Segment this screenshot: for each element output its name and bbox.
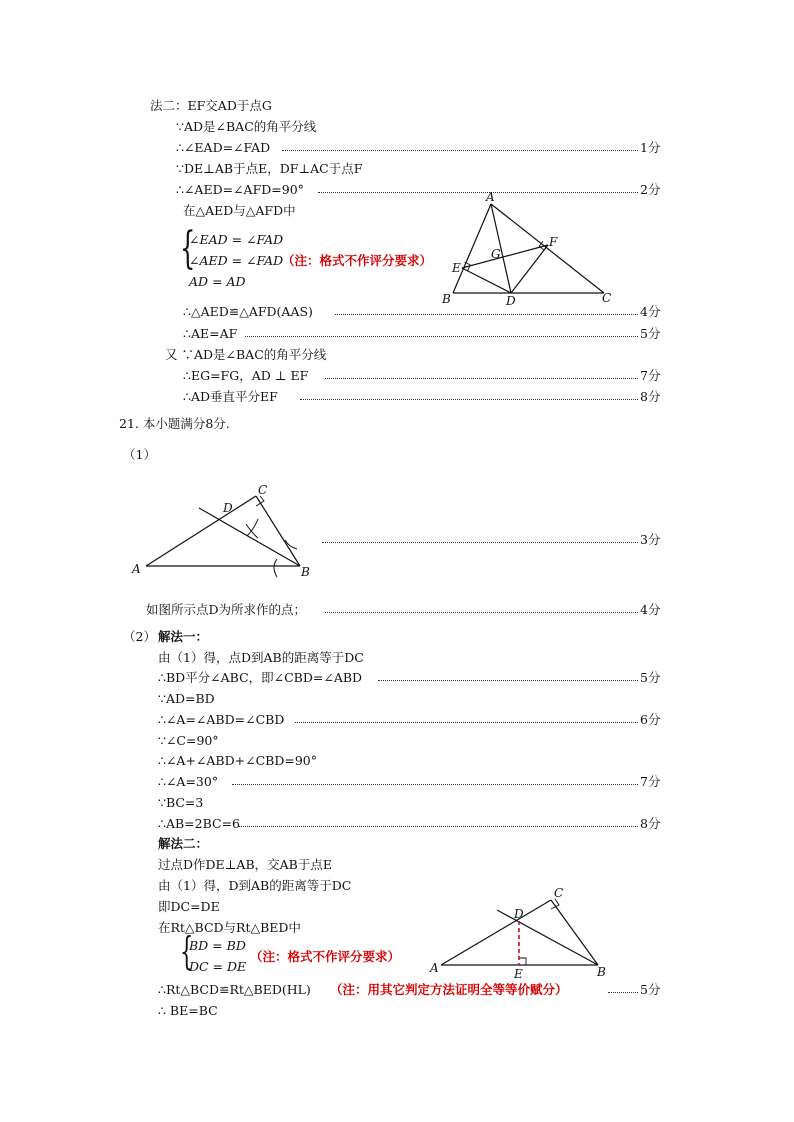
sol1-line6: ∴∠A+∠ABD+∠CBD=90°: [158, 753, 317, 768]
method2-line7: ∴△AED≌△AFD(AAS): [183, 304, 313, 319]
arc-on-ab: [274, 559, 277, 577]
label-e: E: [452, 261, 461, 275]
leader-dots: [232, 784, 638, 785]
label-d: D: [506, 294, 516, 308]
system-line2: DC = DE: [189, 959, 247, 974]
leader-dots: [238, 826, 638, 827]
system-brace: {: [180, 929, 194, 973]
label-e: E: [514, 967, 523, 981]
method2-line10: ∴EG=FG，AD ⊥ EF: [183, 368, 309, 383]
sol1-line3: ∵AD=BD: [158, 691, 215, 706]
side-cb: [256, 496, 300, 566]
method-note: （注：用其它判定方法证明全等等价赋分）: [330, 982, 568, 997]
method2-line11: ∴AD垂直平分EF: [183, 389, 278, 404]
score-label: 5分: [640, 982, 661, 997]
sol1-line7: ∴∠A=30°: [158, 774, 219, 789]
label-d: D: [223, 501, 233, 515]
sol2-line2: 由（1）得，D到AB的距离等于DC: [158, 878, 352, 893]
bisector-bd: [497, 910, 598, 965]
score-label: 5分: [640, 326, 661, 341]
leader-dots: [378, 680, 638, 681]
sol1-line2: ∴BD平分∠ABC，即∠CBD=∠ABD: [158, 670, 363, 685]
score-label: 2分: [640, 182, 661, 197]
score-label: 4分: [640, 304, 661, 319]
sol1-line4: ∴∠A=∠ABD=∠CBD: [158, 712, 285, 727]
system-line1: ∠EAD = ∠FAD: [189, 232, 284, 247]
sol2-line1: 过点D作DE⊥AB，交AB于点E: [158, 857, 332, 872]
leader-dots: [608, 992, 638, 993]
score-label: 8分: [640, 816, 661, 831]
method2-line3: ∴∠EAD=∠FAD: [176, 140, 271, 155]
label-b: B: [597, 965, 606, 979]
score-label: 8分: [640, 389, 661, 404]
method2-line8: ∴AE=AF: [183, 326, 238, 341]
solution1-title: 解法一：: [158, 629, 209, 644]
label-a: A: [132, 562, 141, 576]
method2-line2: ∵AD是∠BAC的角平分线: [176, 119, 317, 134]
system-line1: BD = BD: [189, 938, 246, 953]
label-c: C: [602, 291, 612, 305]
score-label: 7分: [640, 368, 661, 383]
sol2-line6: ∴ BE=BC: [158, 1003, 218, 1018]
format-note: （注：格式不作评分要求）: [282, 253, 433, 268]
label-a: A: [430, 961, 439, 975]
method2-line5: ∴∠AED=∠AFD=90°: [176, 182, 304, 197]
side-ac: [441, 900, 551, 965]
score-label: 1分: [640, 140, 661, 155]
label-c: C: [258, 483, 268, 497]
sol2-line3: 即DC=DE: [158, 899, 220, 914]
right-angle-mark-c: [551, 899, 559, 909]
method2-line1: 法二：EF交AD于点G: [150, 98, 272, 113]
part1-text: 如图所示点D为所求作的点；: [146, 602, 307, 617]
side-cb: [551, 900, 598, 965]
right-angle-mark-e: [519, 958, 526, 965]
method2-line4: ∵DE⊥AB于点E，DF⊥AC于点F: [176, 161, 363, 176]
part1-label: （1）: [123, 447, 156, 462]
bisector-bd: [199, 508, 300, 566]
score-label: 5分: [640, 670, 661, 685]
sol1-line9: ∴AB=2BC=6: [158, 816, 241, 831]
label-a: A: [486, 190, 495, 204]
sol1-line1: 由（1）得，点D到AB的距离等于DC: [158, 650, 364, 665]
format-note: （注：格式不作评分要求）: [250, 949, 401, 964]
system-line2: ∠AED = ∠FAD: [189, 253, 284, 268]
solution2-title: 解法二：: [158, 836, 209, 851]
sol2-line5: ∴Rt△BCD≌Rt△BED(HL): [158, 982, 311, 997]
label-b: B: [301, 565, 310, 579]
system-brace: {: [180, 223, 196, 274]
segment-de: [462, 268, 511, 293]
sol1-line5: ∵∠C=90°: [158, 733, 219, 748]
label-f: F: [549, 235, 558, 249]
score-label: 6分: [640, 712, 661, 727]
label-g: G: [491, 247, 501, 261]
leader-dots: [295, 722, 638, 723]
method2-line9: 又 ∵AD是∠BAC的角平分线: [165, 347, 327, 362]
score-label: 4分: [640, 602, 661, 617]
score-label: 3分: [640, 532, 661, 547]
label-d: D: [514, 907, 524, 921]
score-label: 7分: [640, 774, 661, 789]
segment-df: [511, 245, 548, 293]
method2-line6: 在△AED与△AFD中: [183, 203, 296, 218]
sol2-line4: 在Rt△BCD与Rt△BED中: [158, 920, 301, 935]
leader-dots: [325, 612, 638, 613]
leader-dots: [322, 542, 638, 543]
label-b: B: [442, 292, 451, 306]
q21-header: 21. 本小题满分8分.: [119, 416, 230, 431]
sol1-line8: ∵BC=3: [158, 795, 204, 810]
part2-label: （2）: [123, 629, 156, 644]
system-line3: AD = AD: [189, 274, 246, 289]
label-c: C: [554, 886, 564, 900]
